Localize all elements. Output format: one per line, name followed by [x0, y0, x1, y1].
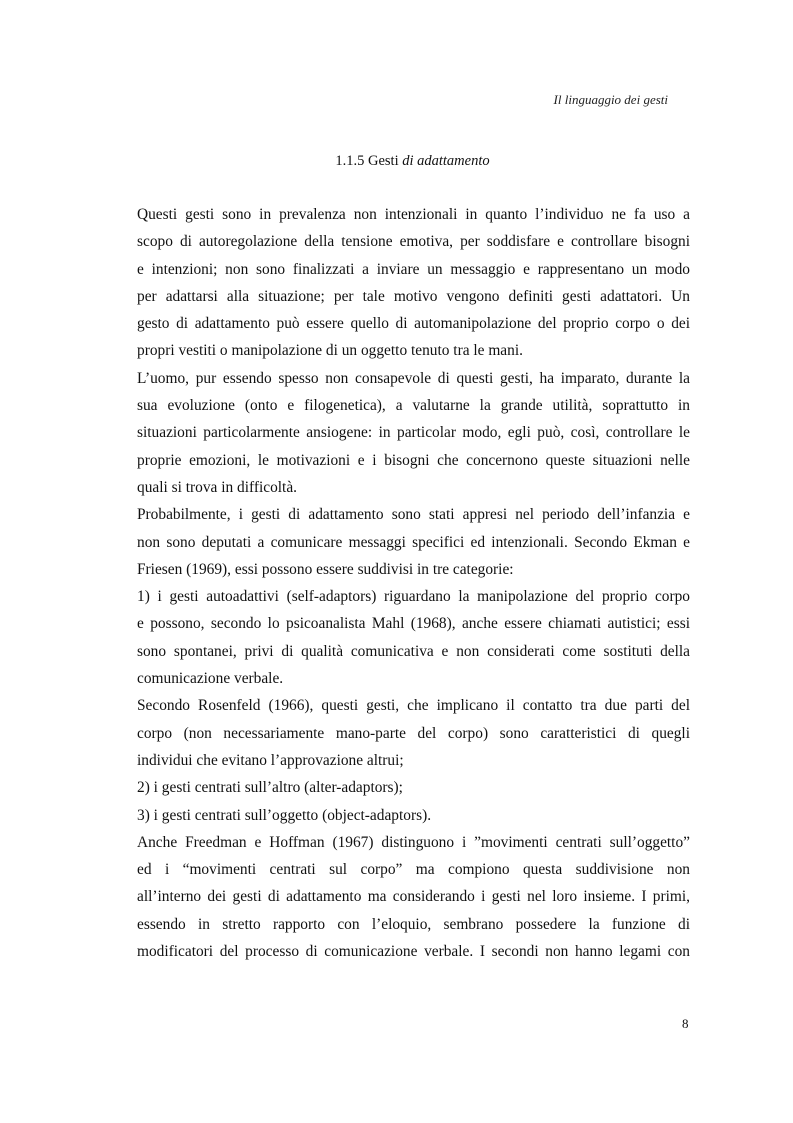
- text-line: sono spontanei, privi di qualità comunicativa e non considerati come sostituti della: [137, 642, 690, 660]
- text-line: non sono deputati a comunicare messaggi specifici ed intenzionali. Secondo Ekman e: [137, 533, 690, 551]
- text-line: 2) i gesti centrati sull’altro (alter-adaptors);: [137, 779, 403, 797]
- text-line: e possono, secondo lo psicoanalista Mahl (1968), anche essere chiamati autistici; essi: [137, 615, 690, 633]
- text-line: essendo in stretto rapporto con l’eloquio, sembrano possedere la funzione di: [137, 915, 690, 933]
- text-line: Probabilmente, i gesti di adattamento sono stati appresi nel periodo dell’infanzia e: [137, 506, 690, 524]
- text-line: quali si trova in difficoltà.: [137, 478, 298, 496]
- text-line: Friesen (1969), essi possono essere suddivisi in tre categorie:: [137, 560, 514, 578]
- text-line: all’interno dei gesti di adattamento ma considerando i gesti nel loro insieme. I primi,: [137, 888, 690, 906]
- section-title-text: 1.1.5 Gesti: [335, 153, 399, 169]
- section-title-italic: di adattamento: [402, 153, 490, 169]
- text-line: scopo di autoregolazione della tensione emotiva, per soddisfare e controllare bisogni: [137, 233, 690, 251]
- text-line: modificatori del processo di comunicazione verbale. I secondi non hanno legami con: [137, 943, 690, 961]
- text-line: gesto di adattamento può essere quello di automanipolazione del proprio corpo o dei: [137, 315, 690, 333]
- text-line: 3) i gesti centrati sull’oggetto (object-adaptors).: [137, 806, 432, 824]
- page-number: 8: [682, 1016, 689, 1031]
- text-line: L’uomo, pur essendo spesso non consapevole di questi gesti, ha imparato, durante la: [137, 369, 690, 387]
- text-line: Secondo Rosenfeld (1966), questi gesti, che implicano il contatto tra due parti del: [137, 697, 690, 715]
- text-line: Anche Freedman e Hoffman (1967) distinguono i ”movimenti centrati sull’oggetto”: [137, 833, 690, 851]
- text-line: ed i “movimenti centrati sul corpo” ma compiono questa suddivisione non: [137, 861, 690, 879]
- text-line: propri vestiti o manipolazione di un oggetto tenuto tra le mani.: [137, 342, 523, 360]
- text-line: per adattarsi alla situazione; per tale motivo vengono definiti gesti adattatori. Un: [137, 287, 690, 305]
- text-line: situazioni particolarmente ansiogene: in particolar modo, egli può, così, controllare le: [137, 424, 690, 442]
- text-line: e intenzioni; non sono finalizzati a inviare un messaggio e rappresentano un modo: [137, 260, 690, 278]
- body-text: [137, 201, 690, 965]
- text-line: sua evoluzione (onto e filogenetica), a valutarne la grande utilità, soprattutto in: [137, 397, 690, 415]
- text-line: proprie emozioni, le motivazioni e i bisogni che concernono queste situazioni nelle: [137, 451, 690, 469]
- running-header: Il linguaggio dei gesti: [553, 92, 668, 107]
- text-line: 1) i gesti autoadattivi (self-adaptors) riguardano la manipolazione del proprio corpo: [137, 588, 690, 606]
- text-line: corpo (non necessariamente mano-parte del corpo) sono caratteristici di quegli: [137, 724, 690, 742]
- text-line: Questi gesti sono in prevalenza non intenzionali in quanto l’individuo ne fa uso a: [137, 206, 690, 223]
- text-line: comunicazione verbale.: [137, 670, 284, 688]
- section-title: [0, 153, 793, 170]
- text-line: individui che evitano l’approvazione altrui;: [137, 751, 404, 769]
